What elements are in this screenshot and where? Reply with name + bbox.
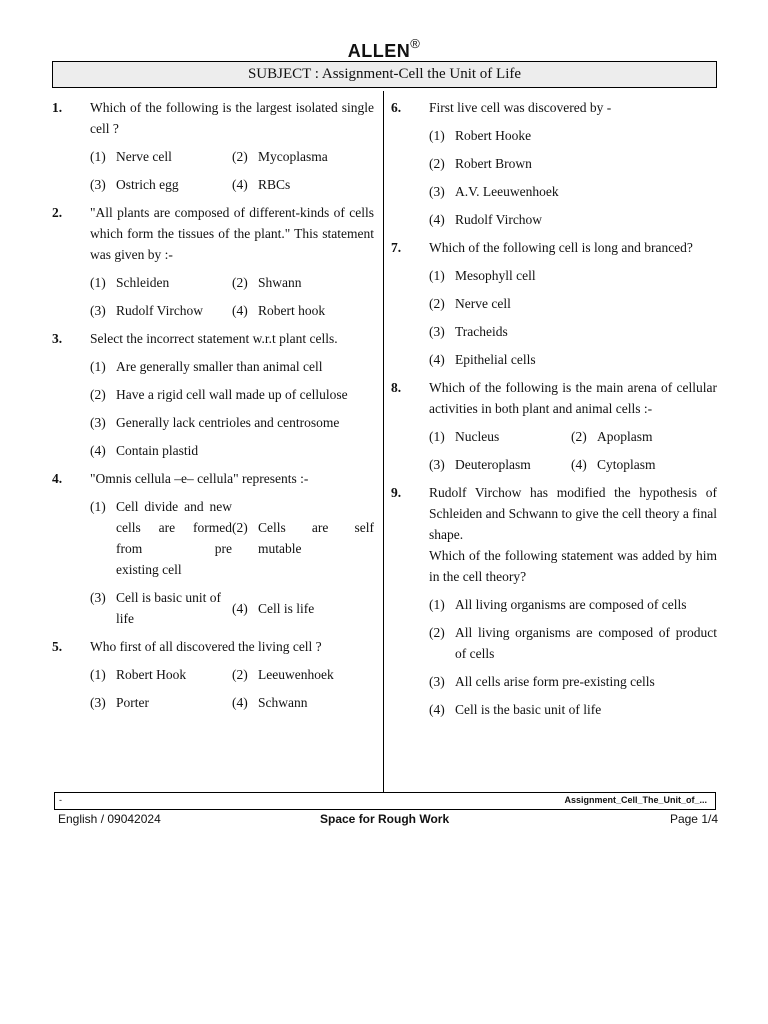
option-number: (1) bbox=[90, 499, 106, 514]
option-number: (1) bbox=[429, 268, 445, 283]
option[interactable] bbox=[232, 692, 374, 713]
option-text: Robert hook bbox=[258, 303, 326, 318]
option[interactable] bbox=[232, 300, 374, 321]
question-number: 2. bbox=[52, 205, 63, 220]
question-text: Which of the following cell is long and branced? bbox=[429, 240, 693, 255]
option-text: Tracheids bbox=[455, 324, 508, 339]
option[interactable] bbox=[429, 125, 717, 146]
options-9 bbox=[429, 594, 717, 720]
option[interactable] bbox=[429, 265, 717, 286]
option-number: (2) bbox=[429, 296, 445, 311]
option-number: (1) bbox=[90, 667, 106, 682]
option-number: (2) bbox=[571, 429, 587, 444]
option-text: Cell is life bbox=[258, 600, 315, 616]
option-number: (3) bbox=[90, 590, 106, 605]
option-number: (1) bbox=[429, 128, 445, 143]
option[interactable] bbox=[429, 671, 717, 692]
question-text: First live cell was discovered by - bbox=[429, 100, 612, 115]
option-text: Robert Hook bbox=[116, 667, 187, 682]
question-number: 5. bbox=[52, 639, 63, 654]
footer-language-date: English / 09042024 bbox=[58, 812, 161, 826]
option-number: (2) bbox=[429, 625, 445, 640]
option[interactable] bbox=[90, 664, 232, 685]
option-number: (4) bbox=[571, 457, 587, 472]
registered-mark: ® bbox=[410, 36, 421, 51]
question-5 bbox=[52, 636, 374, 657]
option-text: Schleiden bbox=[116, 275, 170, 290]
options-4 bbox=[90, 496, 374, 629]
option[interactable] bbox=[90, 300, 232, 321]
option-number: (4) bbox=[232, 600, 248, 616]
option[interactable] bbox=[232, 272, 374, 293]
option[interactable] bbox=[429, 454, 571, 475]
option-number: (2) bbox=[232, 520, 248, 535]
option-number: (3) bbox=[429, 324, 445, 339]
question-text: "Omnis cellula –e– cellula" represents :- bbox=[90, 471, 309, 486]
option-text: Deuteroplasm bbox=[455, 457, 531, 472]
option[interactable] bbox=[90, 146, 232, 167]
option-text: Cell is the basic unit of life bbox=[455, 702, 602, 717]
question-text: Which of the following is the main arena of cellular activities in both plant and animal cells :- bbox=[429, 380, 717, 416]
question-4 bbox=[52, 468, 374, 489]
option-text: RBCs bbox=[258, 177, 291, 192]
option[interactable] bbox=[90, 496, 232, 580]
option[interactable] bbox=[429, 699, 717, 720]
options-1 bbox=[90, 146, 374, 195]
option-text: Porter bbox=[116, 695, 149, 710]
question-number: 4. bbox=[52, 471, 63, 486]
option-text: Are generally smaller than animal cell bbox=[116, 359, 323, 374]
question-number: 6. bbox=[391, 100, 402, 115]
option-text: Shwann bbox=[258, 275, 302, 290]
option-number: (4) bbox=[429, 212, 445, 227]
option[interactable] bbox=[429, 209, 717, 230]
option[interactable] bbox=[90, 440, 374, 461]
footer-rough-work: Space for Rough Work bbox=[320, 812, 450, 826]
option-text: Nerve cell bbox=[116, 149, 172, 164]
question-7 bbox=[391, 237, 717, 258]
option-text: Apoplasm bbox=[597, 429, 653, 444]
option-text: Nerve cell bbox=[455, 296, 511, 311]
option-number: (1) bbox=[90, 149, 106, 164]
option-number: (2) bbox=[429, 156, 445, 171]
question-number: 8. bbox=[391, 380, 402, 395]
left-column bbox=[52, 97, 374, 720]
option[interactable] bbox=[571, 426, 713, 447]
option-number: (2) bbox=[232, 667, 248, 682]
option-number: (4) bbox=[232, 303, 248, 318]
option-number: (4) bbox=[429, 352, 445, 367]
option-text: Rudolf Virchow bbox=[455, 212, 543, 227]
footer-box-left: - bbox=[59, 795, 62, 805]
option-text: Leeuwenhoek bbox=[258, 667, 334, 682]
right-column bbox=[391, 97, 717, 727]
option-number: (3) bbox=[90, 415, 106, 430]
option-text: All cells arise form pre-existing cells bbox=[455, 674, 655, 689]
option[interactable] bbox=[429, 321, 717, 342]
options-5 bbox=[90, 664, 374, 713]
option[interactable] bbox=[429, 181, 717, 202]
option-number: (3) bbox=[429, 674, 445, 689]
option-text: Mycoplasma bbox=[258, 149, 328, 164]
question-text-continued: Which of the following statement was added by him in the cell theory? bbox=[429, 548, 717, 584]
question-text: Who first of all discovered the living cell ? bbox=[90, 639, 322, 654]
footer-file-name: Assignment_Cell_The_Unit_of_... bbox=[564, 795, 707, 805]
option-number: (1) bbox=[90, 275, 106, 290]
option[interactable] bbox=[90, 272, 232, 293]
question-text: Which of the following is the largest isolated single cell ? bbox=[90, 100, 374, 136]
option[interactable] bbox=[232, 598, 374, 619]
option-text: Cell is basic unit of life bbox=[116, 590, 221, 626]
option-text: Cell divide and new cells are formed from pre bbox=[116, 499, 232, 556]
option-text-continued: mutable bbox=[258, 541, 302, 556]
option[interactable] bbox=[232, 496, 374, 559]
option[interactable] bbox=[429, 622, 717, 664]
question-number: 7. bbox=[391, 240, 402, 255]
option-text: Contain plastid bbox=[116, 443, 199, 458]
option-number: (1) bbox=[429, 597, 445, 612]
question-number: 3. bbox=[52, 331, 63, 346]
subject-banner: SUBJECT : Assignment-Cell the Unit of Life bbox=[52, 61, 717, 88]
option-text: Generally lack centrioles and centrosome bbox=[116, 415, 340, 430]
option[interactable] bbox=[232, 146, 374, 167]
option[interactable] bbox=[90, 356, 374, 377]
question-number: 9. bbox=[391, 485, 402, 500]
option[interactable] bbox=[571, 454, 713, 475]
option-text: Robert Hooke bbox=[455, 128, 532, 143]
question-2 bbox=[52, 202, 374, 265]
question-text: Select the incorrect statement w.r.t plant cells. bbox=[90, 331, 338, 346]
option-text: Nucleus bbox=[455, 429, 500, 444]
option[interactable] bbox=[429, 293, 717, 314]
footer-file-box bbox=[54, 792, 716, 810]
options-7 bbox=[429, 265, 717, 370]
question-text: "All plants are composed of different-kinds of cells which form the tissues of the plant." This statement was given by :- bbox=[90, 205, 374, 262]
option[interactable] bbox=[90, 174, 232, 195]
option[interactable] bbox=[90, 692, 232, 713]
options-3 bbox=[90, 356, 374, 461]
options-8 bbox=[429, 426, 717, 475]
option[interactable] bbox=[429, 153, 717, 174]
option-number: (3) bbox=[90, 177, 106, 192]
option-text: Mesophyll cell bbox=[455, 268, 536, 283]
option-number: (2) bbox=[232, 149, 248, 164]
question-number: 1. bbox=[52, 100, 63, 115]
question-8 bbox=[391, 377, 717, 419]
brand-logo bbox=[0, 38, 768, 62]
option-text: Schwann bbox=[258, 695, 308, 710]
option-text-continued: existing cell bbox=[116, 562, 182, 577]
option-text: Cytoplasm bbox=[597, 457, 656, 472]
option-number: (2) bbox=[90, 387, 106, 402]
footer-page-number: Page 1/4 bbox=[669, 812, 718, 826]
question-1 bbox=[52, 97, 374, 139]
options-6 bbox=[429, 125, 717, 230]
option-text: A.V. Leeuwenhoek bbox=[455, 184, 559, 199]
column-divider bbox=[383, 91, 384, 792]
option-text: Rudolf Virchow bbox=[116, 303, 204, 318]
brand-name: ALLEN bbox=[347, 41, 411, 61]
option[interactable] bbox=[429, 426, 571, 447]
option-text: Ostrich egg bbox=[116, 177, 179, 192]
option-number: (3) bbox=[90, 303, 106, 318]
option[interactable] bbox=[90, 384, 374, 405]
question-text: Rudolf Virchow has modified the hypothesis of Schleiden and Schwann to give the cell theory a final shape. bbox=[429, 485, 717, 542]
option-text: All living organisms are composed of product of cells bbox=[455, 625, 717, 661]
option-number: (4) bbox=[429, 702, 445, 717]
option-text: Have a rigid cell wall made up of cellulose bbox=[116, 387, 348, 402]
option[interactable] bbox=[429, 349, 717, 370]
option[interactable] bbox=[429, 594, 717, 615]
question-9 bbox=[391, 482, 717, 587]
options-2 bbox=[90, 272, 374, 321]
question-6 bbox=[391, 97, 717, 118]
question-3 bbox=[52, 328, 374, 349]
option-number: (3) bbox=[429, 457, 445, 472]
option[interactable] bbox=[232, 174, 374, 195]
option-number: (3) bbox=[429, 184, 445, 199]
option[interactable] bbox=[232, 664, 374, 685]
option-text: Epithelial cells bbox=[455, 352, 536, 367]
option-text: Robert Brown bbox=[455, 156, 532, 171]
option[interactable] bbox=[90, 587, 232, 629]
option-number: (3) bbox=[90, 695, 106, 710]
option-number: (4) bbox=[232, 177, 248, 192]
option[interactable] bbox=[90, 412, 374, 433]
option-number: (1) bbox=[90, 359, 106, 374]
option-text: All living organisms are composed of cells bbox=[455, 597, 687, 612]
option-number: (1) bbox=[429, 429, 445, 444]
option-number: (4) bbox=[90, 443, 106, 458]
option-number: (4) bbox=[232, 695, 248, 710]
option-text: Cells are self bbox=[258, 520, 374, 535]
option-number: (2) bbox=[232, 275, 248, 290]
